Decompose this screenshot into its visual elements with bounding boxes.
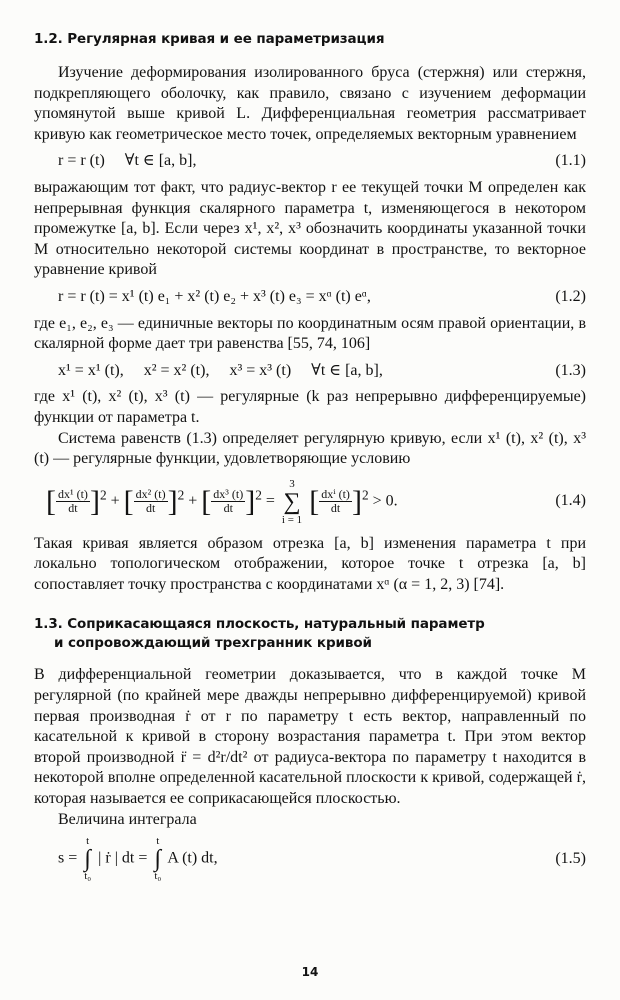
paragraph: Изучение деформирования изолированного бруса (стержня) или стержня, подкрепляющего оболочку, как правило, связано с изучением деформации упомянутой выше кривой L. Дифференциальная геометрия рассматривает кривую как геометрическое место точек, определяемых векторным уравнением [34,64,586,143]
section-heading-1-2: 1.2. Регулярная кривая и ее параметризация [34,31,385,47]
equation-text: x¹ = x¹ (t), x² = x² (t), x³ = x³ (t) ∀t ∈ [a, b], [58,361,383,379]
paragraph: Такая кривая является образом отрезка [a, b] изменения параметра t при локально топологическом отображении, которое точке t отрезка [a, b] сопоставляет точку пространства с координатами xᵅ (α = 1, 2, 3) [74]. [34,534,586,593]
equation-number: (1.3) [555,361,586,379]
paragraph: Система равенств (1.3) определяет регулярную кривую, если x¹ (t), x² (t), x³ (t) — регулярные функции, удовлетворяющие условию [34,429,586,468]
equation-number: (1.1) [555,152,586,170]
equation-number: (1.5) [555,849,586,867]
equation-1-3 [34,361,586,382]
paragraph: В дифференциальной геометрии доказывается, что в каждой точке M регулярной (по крайней мере дважды непрерывно дифференцируемой) кривой первая производная ṙ от r по параметру t есть вектор, направленный по касательной к кривой в сторону возрастания параметра t. При этом вектор второй производной r̈ = d²r/dt² от радиуса-вектора по параметру t находится в некоторой вполне определенной касательной плоскости к кривой, содержащей ṙ, которая называется ее соприкасающейся плоскостью. [34,666,586,808]
integral-sign: t ∫ t₀ [84,835,92,883]
equation-formula: [ $\frac{\text{dx¹ (t)}}{dt}$ ]$^2$ + [ $\frac{\text{dx² (t)}}{dt}$ ]$^2$ + [ $\frac{\text{dx³ (t)}}{dt}$ ]$^2$ = 3 ∑ i = 1 [ $\frac{\text{dxⁱ (t)}}{dt}$ ]$^2$ > 0. [46,477,398,526]
section-heading-1-3: 1.3. Соприкасающаяся плоскость, натуральный параметр и сопровождающий трехгранник кривой [34,616,485,652]
equation-number: (1.4) [555,492,586,510]
equation-1-2 [34,287,586,308]
summation-sign: 3 ∑ i = 1 [281,477,303,526]
paragraph: где e₁, e₂, e₃ — единичные векторы по координатным осям правой ориентации, в скалярной форме дает три равенства [55, 74, 106] [34,314,586,353]
equation-text: r = r (t) ∀t ∈ [a, b], [58,152,197,170]
equation-1-1 [34,151,586,172]
equation-formula: s = t ∫ t₀ | ṙ | dt = t ∫ t₀ A (t) dt, [58,835,218,883]
paragraph: выражающим тот факт, что радиус-вектор r ее текущей точки M определен как непрерывная функция скалярного параметра t, изменяющегося в некотором промежутке [a, b]. Если через x¹, x², x³ обозначить координаты указанной точки M относительно некоторой системы координат в пространстве, то векторное уравнение кривой [34,178,586,279]
paragraph: Величина интеграла [58,810,197,828]
equation-number: (1.2) [555,287,586,305]
equation-1-5 [34,836,586,882]
equation-1-4 [34,478,586,526]
equation-text: r = r (t) = x¹ (t) e₁ + x² (t) e₂ + x³ (t) e₃ = xᵅ (t) eᵅ, [58,287,371,305]
integral-sign: t ∫ t₀ [154,835,162,883]
paragraph: где x¹ (t), x² (t), x³ (t) — регулярные (k раз непрерывно дифференцируемые) функции от параметра t. [34,388,586,426]
page-number: 14 [301,965,319,979]
